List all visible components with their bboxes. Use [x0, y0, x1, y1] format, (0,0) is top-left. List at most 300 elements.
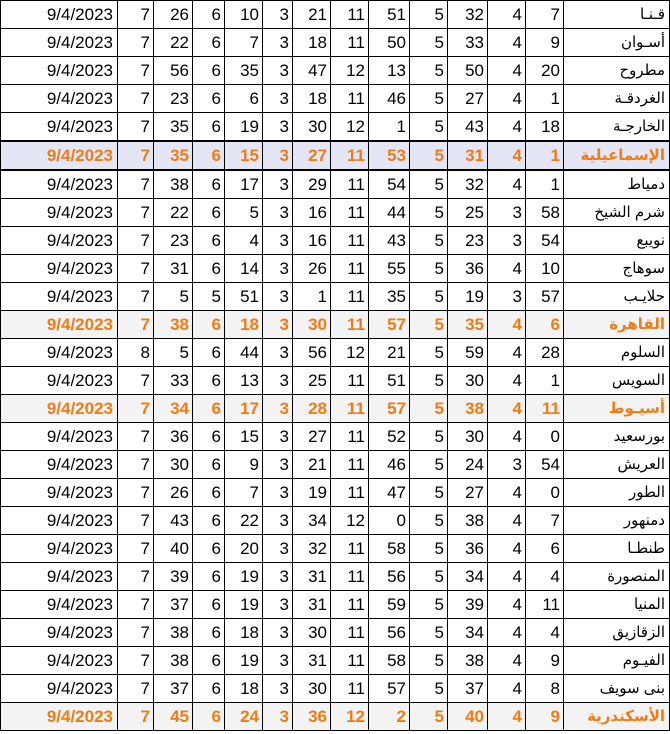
value-cell[interactable]: 8 [526, 675, 564, 703]
value-cell[interactable]: 28 [526, 339, 564, 367]
value-cell[interactable]: 54 [526, 227, 564, 255]
value-cell[interactable]: 3 [263, 113, 293, 142]
value-cell[interactable]: 3 [263, 283, 293, 311]
value-cell[interactable]: 18 [526, 113, 564, 142]
value-cell[interactable]: 17 [225, 395, 263, 423]
city-name-cell[interactable]: المنيا [564, 591, 670, 619]
value-cell[interactable]: 3 [263, 703, 293, 731]
city-name-cell[interactable]: السلوم [564, 339, 670, 367]
value-cell[interactable]: 33 [448, 29, 488, 57]
value-cell[interactable]: 6 [193, 141, 225, 170]
value-cell[interactable]: 35 [448, 311, 488, 339]
value-cell[interactable]: 4 [488, 57, 526, 85]
value-cell[interactable]: 10 [225, 1, 263, 29]
value-cell[interactable]: 3 [488, 451, 526, 479]
value-cell[interactable]: 11 [331, 619, 369, 647]
value-cell[interactable]: 7 [118, 170, 154, 199]
value-cell[interactable]: 5 [410, 591, 448, 619]
city-name-cell[interactable]: الطور [564, 479, 670, 507]
value-cell[interactable]: 11 [331, 170, 369, 199]
value-cell[interactable]: 56 [369, 619, 410, 647]
value-cell[interactable]: 6 [193, 339, 225, 367]
city-name-cell[interactable]: قـنـا [564, 1, 670, 29]
value-cell[interactable]: 32 [293, 535, 331, 563]
value-cell[interactable]: 7 [118, 451, 154, 479]
city-name-cell[interactable]: نويبع [564, 227, 670, 255]
city-name-cell[interactable]: السويس [564, 367, 670, 395]
value-cell[interactable]: 34 [293, 507, 331, 535]
value-cell[interactable]: 3 [488, 199, 526, 227]
value-cell[interactable]: 5 [410, 170, 448, 199]
value-cell[interactable]: 13 [369, 57, 410, 85]
value-cell[interactable]: 5 [410, 451, 448, 479]
value-cell[interactable]: 25 [448, 199, 488, 227]
value-cell[interactable]: 6 [193, 675, 225, 703]
value-cell[interactable]: 5 [154, 339, 193, 367]
value-cell[interactable]: 5 [410, 29, 448, 57]
value-cell[interactable]: 3 [263, 479, 293, 507]
value-cell[interactable]: 31 [448, 141, 488, 170]
value-cell[interactable]: 37 [448, 675, 488, 703]
value-cell[interactable]: 18 [293, 85, 331, 113]
value-cell[interactable]: 31 [293, 591, 331, 619]
value-cell[interactable]: 5 [410, 367, 448, 395]
value-cell[interactable]: 34 [448, 619, 488, 647]
value-cell[interactable]: 46 [369, 85, 410, 113]
value-cell[interactable]: 7 [118, 1, 154, 29]
value-cell[interactable]: 5 [410, 311, 448, 339]
value-cell[interactable]: 6 [193, 255, 225, 283]
value-cell[interactable]: 12 [331, 703, 369, 731]
value-cell[interactable]: 19 [448, 283, 488, 311]
value-cell[interactable]: 4 [488, 591, 526, 619]
value-cell[interactable]: 37 [154, 675, 193, 703]
value-cell[interactable]: 27 [293, 423, 331, 451]
value-cell[interactable]: 7 [526, 507, 564, 535]
value-cell[interactable]: 12 [331, 57, 369, 85]
value-cell[interactable]: 38 [154, 619, 193, 647]
value-cell[interactable]: 16 [293, 199, 331, 227]
value-cell[interactable]: 7 [118, 199, 154, 227]
city-name-cell[interactable]: بورسعيد [564, 423, 670, 451]
value-cell[interactable]: 43 [369, 227, 410, 255]
value-cell[interactable]: 3 [263, 563, 293, 591]
date-cell[interactable]: 9/4/2023 [1, 29, 118, 57]
value-cell[interactable]: 3 [263, 619, 293, 647]
value-cell[interactable]: 18 [225, 675, 263, 703]
date-cell[interactable]: 9/4/2023 [1, 591, 118, 619]
value-cell[interactable]: 7 [118, 619, 154, 647]
value-cell[interactable]: 3 [263, 647, 293, 675]
city-name-cell[interactable]: دمنهور [564, 507, 670, 535]
value-cell[interactable]: 38 [448, 647, 488, 675]
value-cell[interactable]: 35 [369, 283, 410, 311]
value-cell[interactable]: 18 [225, 311, 263, 339]
value-cell[interactable]: 11 [526, 591, 564, 619]
value-cell[interactable]: 4 [488, 255, 526, 283]
value-cell[interactable]: 0 [369, 507, 410, 535]
date-cell[interactable]: 9/4/2023 [1, 113, 118, 142]
value-cell[interactable]: 43 [154, 507, 193, 535]
value-cell[interactable]: 27 [293, 141, 331, 170]
value-cell[interactable]: 6 [193, 647, 225, 675]
value-cell[interactable]: 26 [154, 479, 193, 507]
value-cell[interactable]: 0 [526, 479, 564, 507]
value-cell[interactable]: 1 [526, 141, 564, 170]
value-cell[interactable]: 5 [154, 283, 193, 311]
city-name-cell[interactable]: المنصورة [564, 563, 670, 591]
value-cell[interactable]: 6 [193, 563, 225, 591]
value-cell[interactable]: 7 [118, 311, 154, 339]
value-cell[interactable]: 4 [488, 619, 526, 647]
value-cell[interactable]: 5 [410, 1, 448, 29]
value-cell[interactable]: 6 [193, 507, 225, 535]
value-cell[interactable]: 7 [225, 479, 263, 507]
city-name-cell[interactable]: الزقازيق [564, 619, 670, 647]
value-cell[interactable]: 35 [225, 57, 263, 85]
value-cell[interactable]: 11 [526, 395, 564, 423]
value-cell[interactable]: 11 [331, 647, 369, 675]
value-cell[interactable]: 5 [410, 255, 448, 283]
value-cell[interactable]: 11 [331, 367, 369, 395]
value-cell[interactable]: 37 [154, 591, 193, 619]
value-cell[interactable]: 4 [488, 507, 526, 535]
value-cell[interactable]: 33 [154, 367, 193, 395]
value-cell[interactable]: 12 [331, 339, 369, 367]
value-cell[interactable]: 11 [331, 591, 369, 619]
value-cell[interactable]: 5 [410, 535, 448, 563]
value-cell[interactable]: 4 [526, 563, 564, 591]
value-cell[interactable]: 6 [193, 619, 225, 647]
value-cell[interactable]: 3 [263, 675, 293, 703]
value-cell[interactable]: 4 [488, 367, 526, 395]
value-cell[interactable]: 5 [225, 199, 263, 227]
value-cell[interactable]: 7 [118, 255, 154, 283]
value-cell[interactable]: 32 [448, 1, 488, 29]
value-cell[interactable]: 19 [225, 591, 263, 619]
value-cell[interactable]: 6 [193, 479, 225, 507]
value-cell[interactable]: 7 [118, 283, 154, 311]
value-cell[interactable]: 6 [193, 535, 225, 563]
value-cell[interactable]: 6 [193, 703, 225, 731]
value-cell[interactable]: 3 [263, 311, 293, 339]
value-cell[interactable]: 59 [369, 591, 410, 619]
value-cell[interactable]: 5 [193, 283, 225, 311]
value-cell[interactable]: 3 [263, 199, 293, 227]
value-cell[interactable]: 11 [331, 29, 369, 57]
value-cell[interactable]: 6 [193, 57, 225, 85]
value-cell[interactable]: 5 [410, 283, 448, 311]
city-name-cell[interactable]: سوهاج [564, 255, 670, 283]
value-cell[interactable]: 29 [293, 170, 331, 199]
value-cell[interactable]: 12 [331, 507, 369, 535]
value-cell[interactable]: 5 [410, 339, 448, 367]
value-cell[interactable]: 7 [118, 113, 154, 142]
value-cell[interactable]: 34 [448, 563, 488, 591]
value-cell[interactable]: 45 [154, 703, 193, 731]
value-cell[interactable]: 39 [154, 563, 193, 591]
value-cell[interactable]: 4 [488, 113, 526, 142]
value-cell[interactable]: 7 [118, 535, 154, 563]
value-cell[interactable]: 30 [293, 113, 331, 142]
value-cell[interactable]: 9 [526, 647, 564, 675]
value-cell[interactable]: 57 [369, 395, 410, 423]
value-cell[interactable]: 36 [293, 703, 331, 731]
value-cell[interactable]: 7 [118, 479, 154, 507]
value-cell[interactable]: 7 [118, 675, 154, 703]
value-cell[interactable]: 46 [369, 451, 410, 479]
value-cell[interactable]: 27 [448, 479, 488, 507]
value-cell[interactable]: 11 [331, 423, 369, 451]
value-cell[interactable]: 5 [410, 563, 448, 591]
city-name-cell[interactable]: العريش [564, 451, 670, 479]
value-cell[interactable]: 30 [448, 367, 488, 395]
date-cell[interactable]: 9/4/2023 [1, 85, 118, 113]
value-cell[interactable]: 28 [293, 395, 331, 423]
value-cell[interactable]: 0 [526, 423, 564, 451]
value-cell[interactable]: 5 [410, 395, 448, 423]
value-cell[interactable]: 5 [410, 85, 448, 113]
value-cell[interactable]: 4 [488, 141, 526, 170]
city-name-cell[interactable]: حلايـب [564, 283, 670, 311]
value-cell[interactable]: 19 [293, 479, 331, 507]
value-cell[interactable]: 3 [263, 451, 293, 479]
value-cell[interactable]: 7 [118, 563, 154, 591]
value-cell[interactable]: 6 [193, 113, 225, 142]
value-cell[interactable]: 6 [225, 85, 263, 113]
value-cell[interactable]: 51 [369, 1, 410, 29]
value-cell[interactable]: 6 [526, 311, 564, 339]
value-cell[interactable]: 9 [225, 451, 263, 479]
value-cell[interactable]: 11 [331, 535, 369, 563]
value-cell[interactable]: 38 [154, 170, 193, 199]
city-name-cell[interactable]: مطروح [564, 57, 670, 85]
value-cell[interactable]: 31 [154, 255, 193, 283]
value-cell[interactable]: 58 [369, 535, 410, 563]
value-cell[interactable]: 4 [488, 311, 526, 339]
value-cell[interactable]: 11 [331, 1, 369, 29]
date-cell[interactable]: 9/4/2023 [1, 141, 118, 170]
city-name-cell[interactable]: دمياط [564, 170, 670, 199]
value-cell[interactable]: 47 [369, 479, 410, 507]
value-cell[interactable]: 5 [410, 703, 448, 731]
value-cell[interactable]: 11 [331, 451, 369, 479]
value-cell[interactable]: 4 [488, 395, 526, 423]
value-cell[interactable]: 54 [526, 451, 564, 479]
value-cell[interactable]: 23 [154, 227, 193, 255]
value-cell[interactable]: 5 [410, 141, 448, 170]
value-cell[interactable]: 21 [293, 451, 331, 479]
value-cell[interactable]: 23 [154, 85, 193, 113]
date-cell[interactable]: 9/4/2023 [1, 283, 118, 311]
date-cell[interactable]: 9/4/2023 [1, 170, 118, 199]
date-cell[interactable]: 9/4/2023 [1, 57, 118, 85]
value-cell[interactable]: 3 [263, 591, 293, 619]
value-cell[interactable]: 38 [154, 311, 193, 339]
value-cell[interactable]: 10 [526, 255, 564, 283]
value-cell[interactable]: 40 [154, 535, 193, 563]
date-cell[interactable]: 9/4/2023 [1, 479, 118, 507]
value-cell[interactable]: 3 [263, 367, 293, 395]
date-cell[interactable]: 9/4/2023 [1, 563, 118, 591]
date-cell[interactable]: 9/4/2023 [1, 339, 118, 367]
value-cell[interactable]: 11 [331, 255, 369, 283]
date-cell[interactable]: 9/4/2023 [1, 647, 118, 675]
value-cell[interactable]: 11 [331, 563, 369, 591]
value-cell[interactable]: 6 [193, 170, 225, 199]
value-cell[interactable]: 51 [225, 283, 263, 311]
value-cell[interactable]: 35 [154, 141, 193, 170]
value-cell[interactable]: 3 [263, 170, 293, 199]
value-cell[interactable]: 15 [225, 423, 263, 451]
value-cell[interactable]: 11 [331, 199, 369, 227]
value-cell[interactable]: 1 [526, 85, 564, 113]
value-cell[interactable]: 6 [193, 367, 225, 395]
value-cell[interactable]: 17 [225, 170, 263, 199]
value-cell[interactable]: 56 [369, 563, 410, 591]
value-cell[interactable]: 7 [118, 85, 154, 113]
value-cell[interactable]: 55 [369, 255, 410, 283]
value-cell[interactable]: 19 [225, 113, 263, 142]
value-cell[interactable]: 5 [410, 199, 448, 227]
value-cell[interactable]: 7 [118, 141, 154, 170]
value-cell[interactable]: 6 [193, 199, 225, 227]
city-name-cell[interactable]: القاهرة [564, 311, 670, 339]
value-cell[interactable]: 4 [488, 339, 526, 367]
value-cell[interactable]: 36 [154, 423, 193, 451]
value-cell[interactable]: 38 [448, 395, 488, 423]
value-cell[interactable]: 11 [331, 675, 369, 703]
value-cell[interactable]: 11 [331, 283, 369, 311]
value-cell[interactable]: 40 [448, 703, 488, 731]
value-cell[interactable]: 22 [154, 199, 193, 227]
value-cell[interactable]: 30 [293, 619, 331, 647]
value-cell[interactable]: 16 [293, 227, 331, 255]
value-cell[interactable]: 30 [154, 451, 193, 479]
value-cell[interactable]: 5 [410, 423, 448, 451]
city-name-cell[interactable]: بنى سويف [564, 675, 670, 703]
date-cell[interactable]: 9/4/2023 [1, 423, 118, 451]
value-cell[interactable]: 7 [118, 703, 154, 731]
value-cell[interactable]: 3 [263, 85, 293, 113]
value-cell[interactable]: 30 [293, 675, 331, 703]
value-cell[interactable]: 57 [526, 283, 564, 311]
value-cell[interactable]: 22 [154, 29, 193, 57]
value-cell[interactable]: 3 [488, 227, 526, 255]
value-cell[interactable]: 4 [488, 563, 526, 591]
value-cell[interactable]: 30 [448, 423, 488, 451]
value-cell[interactable]: 3 [263, 507, 293, 535]
city-name-cell[interactable]: الخارجـة [564, 113, 670, 142]
value-cell[interactable]: 3 [263, 57, 293, 85]
value-cell[interactable]: 7 [225, 29, 263, 57]
value-cell[interactable]: 11 [331, 85, 369, 113]
value-cell[interactable]: 58 [526, 199, 564, 227]
date-cell[interactable]: 9/4/2023 [1, 451, 118, 479]
date-cell[interactable]: 9/4/2023 [1, 255, 118, 283]
value-cell[interactable]: 44 [225, 339, 263, 367]
value-cell[interactable]: 7 [118, 647, 154, 675]
value-cell[interactable]: 6 [193, 85, 225, 113]
value-cell[interactable]: 4 [488, 85, 526, 113]
date-cell[interactable]: 9/4/2023 [1, 507, 118, 535]
value-cell[interactable]: 24 [225, 703, 263, 731]
value-cell[interactable]: 6 [193, 395, 225, 423]
value-cell[interactable]: 7 [526, 1, 564, 29]
value-cell[interactable]: 3 [263, 255, 293, 283]
value-cell[interactable]: 5 [410, 507, 448, 535]
value-cell[interactable]: 6 [193, 29, 225, 57]
date-cell[interactable]: 9/4/2023 [1, 199, 118, 227]
date-cell[interactable]: 9/4/2023 [1, 1, 118, 29]
value-cell[interactable]: 20 [225, 535, 263, 563]
value-cell[interactable]: 21 [293, 1, 331, 29]
value-cell[interactable]: 4 [488, 675, 526, 703]
value-cell[interactable]: 4 [488, 170, 526, 199]
value-cell[interactable]: 23 [448, 227, 488, 255]
value-cell[interactable]: 56 [154, 57, 193, 85]
value-cell[interactable]: 4 [488, 1, 526, 29]
value-cell[interactable]: 58 [369, 647, 410, 675]
value-cell[interactable]: 3 [263, 535, 293, 563]
value-cell[interactable]: 3 [263, 339, 293, 367]
value-cell[interactable]: 14 [225, 255, 263, 283]
value-cell[interactable]: 31 [293, 647, 331, 675]
city-name-cell[interactable]: أسـوان [564, 29, 670, 57]
value-cell[interactable]: 8 [118, 339, 154, 367]
value-cell[interactable]: 4 [488, 703, 526, 731]
value-cell[interactable]: 4 [488, 29, 526, 57]
value-cell[interactable]: 3 [263, 395, 293, 423]
value-cell[interactable]: 50 [369, 29, 410, 57]
value-cell[interactable]: 2 [369, 703, 410, 731]
value-cell[interactable]: 6 [193, 591, 225, 619]
value-cell[interactable]: 5 [410, 675, 448, 703]
value-cell[interactable]: 44 [369, 199, 410, 227]
value-cell[interactable]: 11 [331, 141, 369, 170]
date-cell[interactable]: 9/4/2023 [1, 619, 118, 647]
city-name-cell[interactable]: أسيـوط [564, 395, 670, 423]
value-cell[interactable]: 1 [526, 170, 564, 199]
value-cell[interactable]: 5 [410, 113, 448, 142]
value-cell[interactable]: 31 [293, 563, 331, 591]
city-name-cell[interactable]: الإسماعيلية [564, 141, 670, 170]
value-cell[interactable]: 38 [154, 647, 193, 675]
value-cell[interactable]: 4 [488, 647, 526, 675]
value-cell[interactable]: 54 [369, 170, 410, 199]
value-cell[interactable]: 3 [263, 423, 293, 451]
value-cell[interactable]: 30 [293, 311, 331, 339]
value-cell[interactable]: 3 [263, 141, 293, 170]
value-cell[interactable]: 7 [118, 591, 154, 619]
value-cell[interactable]: 51 [369, 367, 410, 395]
value-cell[interactable]: 24 [448, 451, 488, 479]
value-cell[interactable]: 34 [154, 395, 193, 423]
value-cell[interactable]: 7 [118, 367, 154, 395]
value-cell[interactable]: 3 [263, 227, 293, 255]
value-cell[interactable]: 9 [526, 703, 564, 731]
value-cell[interactable]: 7 [118, 29, 154, 57]
value-cell[interactable]: 6 [193, 227, 225, 255]
value-cell[interactable]: 4 [488, 423, 526, 451]
value-cell[interactable]: 36 [448, 535, 488, 563]
city-name-cell[interactable]: الفيـوم [564, 647, 670, 675]
value-cell[interactable]: 1 [526, 367, 564, 395]
value-cell[interactable]: 38 [448, 507, 488, 535]
value-cell[interactable]: 11 [331, 395, 369, 423]
value-cell[interactable]: 6 [193, 311, 225, 339]
value-cell[interactable]: 50 [448, 57, 488, 85]
